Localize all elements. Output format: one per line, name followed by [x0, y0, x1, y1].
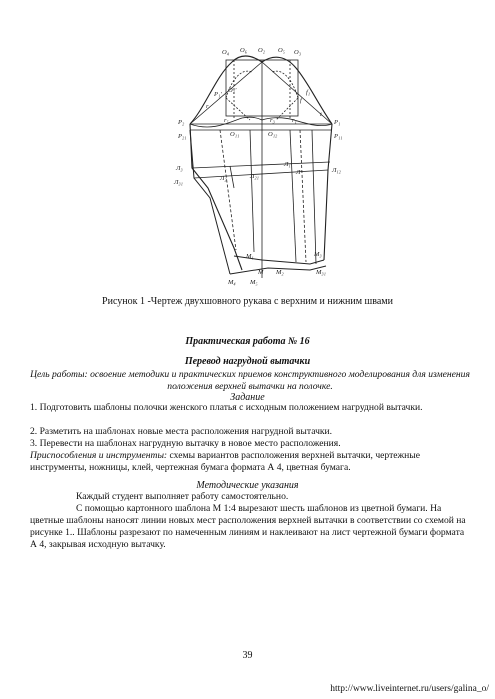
task-heading: Задание [230, 392, 265, 403]
label-O11: O₁₁ [230, 131, 240, 138]
upper-sleeve-back [324, 124, 332, 260]
tools-paragraph [30, 450, 470, 474]
label-M1: M₁ [246, 253, 254, 260]
watermark-url: http://www.liveinternet.ru/users/galina_o/ [330, 684, 489, 694]
task-item-1: 1. Подготовить шаблоны полочки женского платья с исходным положением нагрудной вытачки. [30, 402, 423, 413]
label-L1: Л₁ [284, 161, 291, 168]
figure-caption: Рисунок 1 -Чертеж двухшовного рукава с верхним и нижним швами [102, 296, 393, 307]
label-L2: Л₂ [220, 175, 227, 182]
label-P2: P₂ [178, 119, 185, 126]
step-paragraph-2: С помощью картонного шаблона М 1:4 вырезают шесть шаблонов из цветной бумаги. На цветные шаблоны наносят линии новых мест расположения верхней вытачки в соответствии со схемой на рисунке 1.. Шаблоны разрезают по намеченным линиям и наклеивают на лист чертежной бумаги формата А 4, закрывая исходную вытачку. [30, 503, 466, 550]
under-sleeve-front [190, 130, 230, 274]
label-M4: M₄ [228, 279, 236, 286]
label-M: M [258, 269, 264, 276]
label-O2: O₂ [258, 47, 265, 54]
methods-heading: Методические указания [196, 480, 299, 491]
tools-label: Приспособления и инструменты: [30, 450, 168, 461]
label-O5: O₅ [278, 47, 285, 54]
page-number: 39 [242, 650, 253, 661]
upper-sleeve-front [190, 124, 242, 270]
label-r3: r₃ [270, 117, 275, 124]
sleeve-cap-outer [190, 56, 332, 124]
label-L31: Л₃₁ [174, 179, 183, 186]
label-O7: O₇' [228, 87, 237, 94]
label-O4: O₄ [222, 49, 229, 56]
label-t: t [320, 111, 322, 118]
label-L: Л [296, 169, 301, 176]
tools-text: схемы вариантов расположения верхней вытачки, чертежные инструменты, ножницы, клей, чертежная бумага формата А 4, цветная бумага. [30, 450, 420, 473]
label-r5: r₅ [224, 117, 229, 124]
label-O12: O₁₂ [268, 131, 278, 138]
label-L21: Л₂₁ [250, 173, 259, 180]
label-M31: M₃₁ [316, 269, 326, 276]
work-title: Практическая работа № 16 [185, 336, 310, 347]
label-L12: Л₁₂ [332, 167, 341, 174]
label-M2: M₂ [276, 269, 284, 276]
task-item-3: 3. Перевести на шаблонах нагрудную вытачку в новое место расположения. [30, 438, 341, 449]
task-item-2: 2. Разметить на шаблонах новые места расположения нагрудной вытачки. [30, 426, 333, 437]
label-r1: r₁ [292, 117, 297, 124]
label-O6: O₆ [240, 47, 247, 54]
label-P11: P₁₁ [334, 133, 343, 140]
label-P1: P₁ [334, 119, 341, 126]
sleeve-pattern-diagram [150, 38, 370, 290]
sleeve-cap-inner [190, 117, 332, 127]
label-M5: M₅ [250, 279, 258, 286]
label-P1prime: P₁' [214, 91, 222, 98]
work-subtitle: Перевод нагрудной вытачки [184, 356, 311, 367]
label-P21: P₂₁ [178, 133, 187, 140]
step-paragraph-1: Каждый студент выполняет работу самостоятельно. [76, 491, 289, 502]
label-r: r [206, 103, 209, 110]
sleeve-drawing-figure [150, 38, 370, 290]
label-M3: M₃ [314, 251, 322, 258]
label-f1: f₁ [306, 89, 311, 96]
label-L3: Л₃ [176, 165, 183, 172]
label-O3: O₃ [294, 49, 301, 56]
label-f: f [300, 97, 302, 104]
work-goal: Цель работы: освоение методики и практических приемов конструктивного моделирования для изменения положения верхней вытачки на полочке. [30, 369, 470, 392]
